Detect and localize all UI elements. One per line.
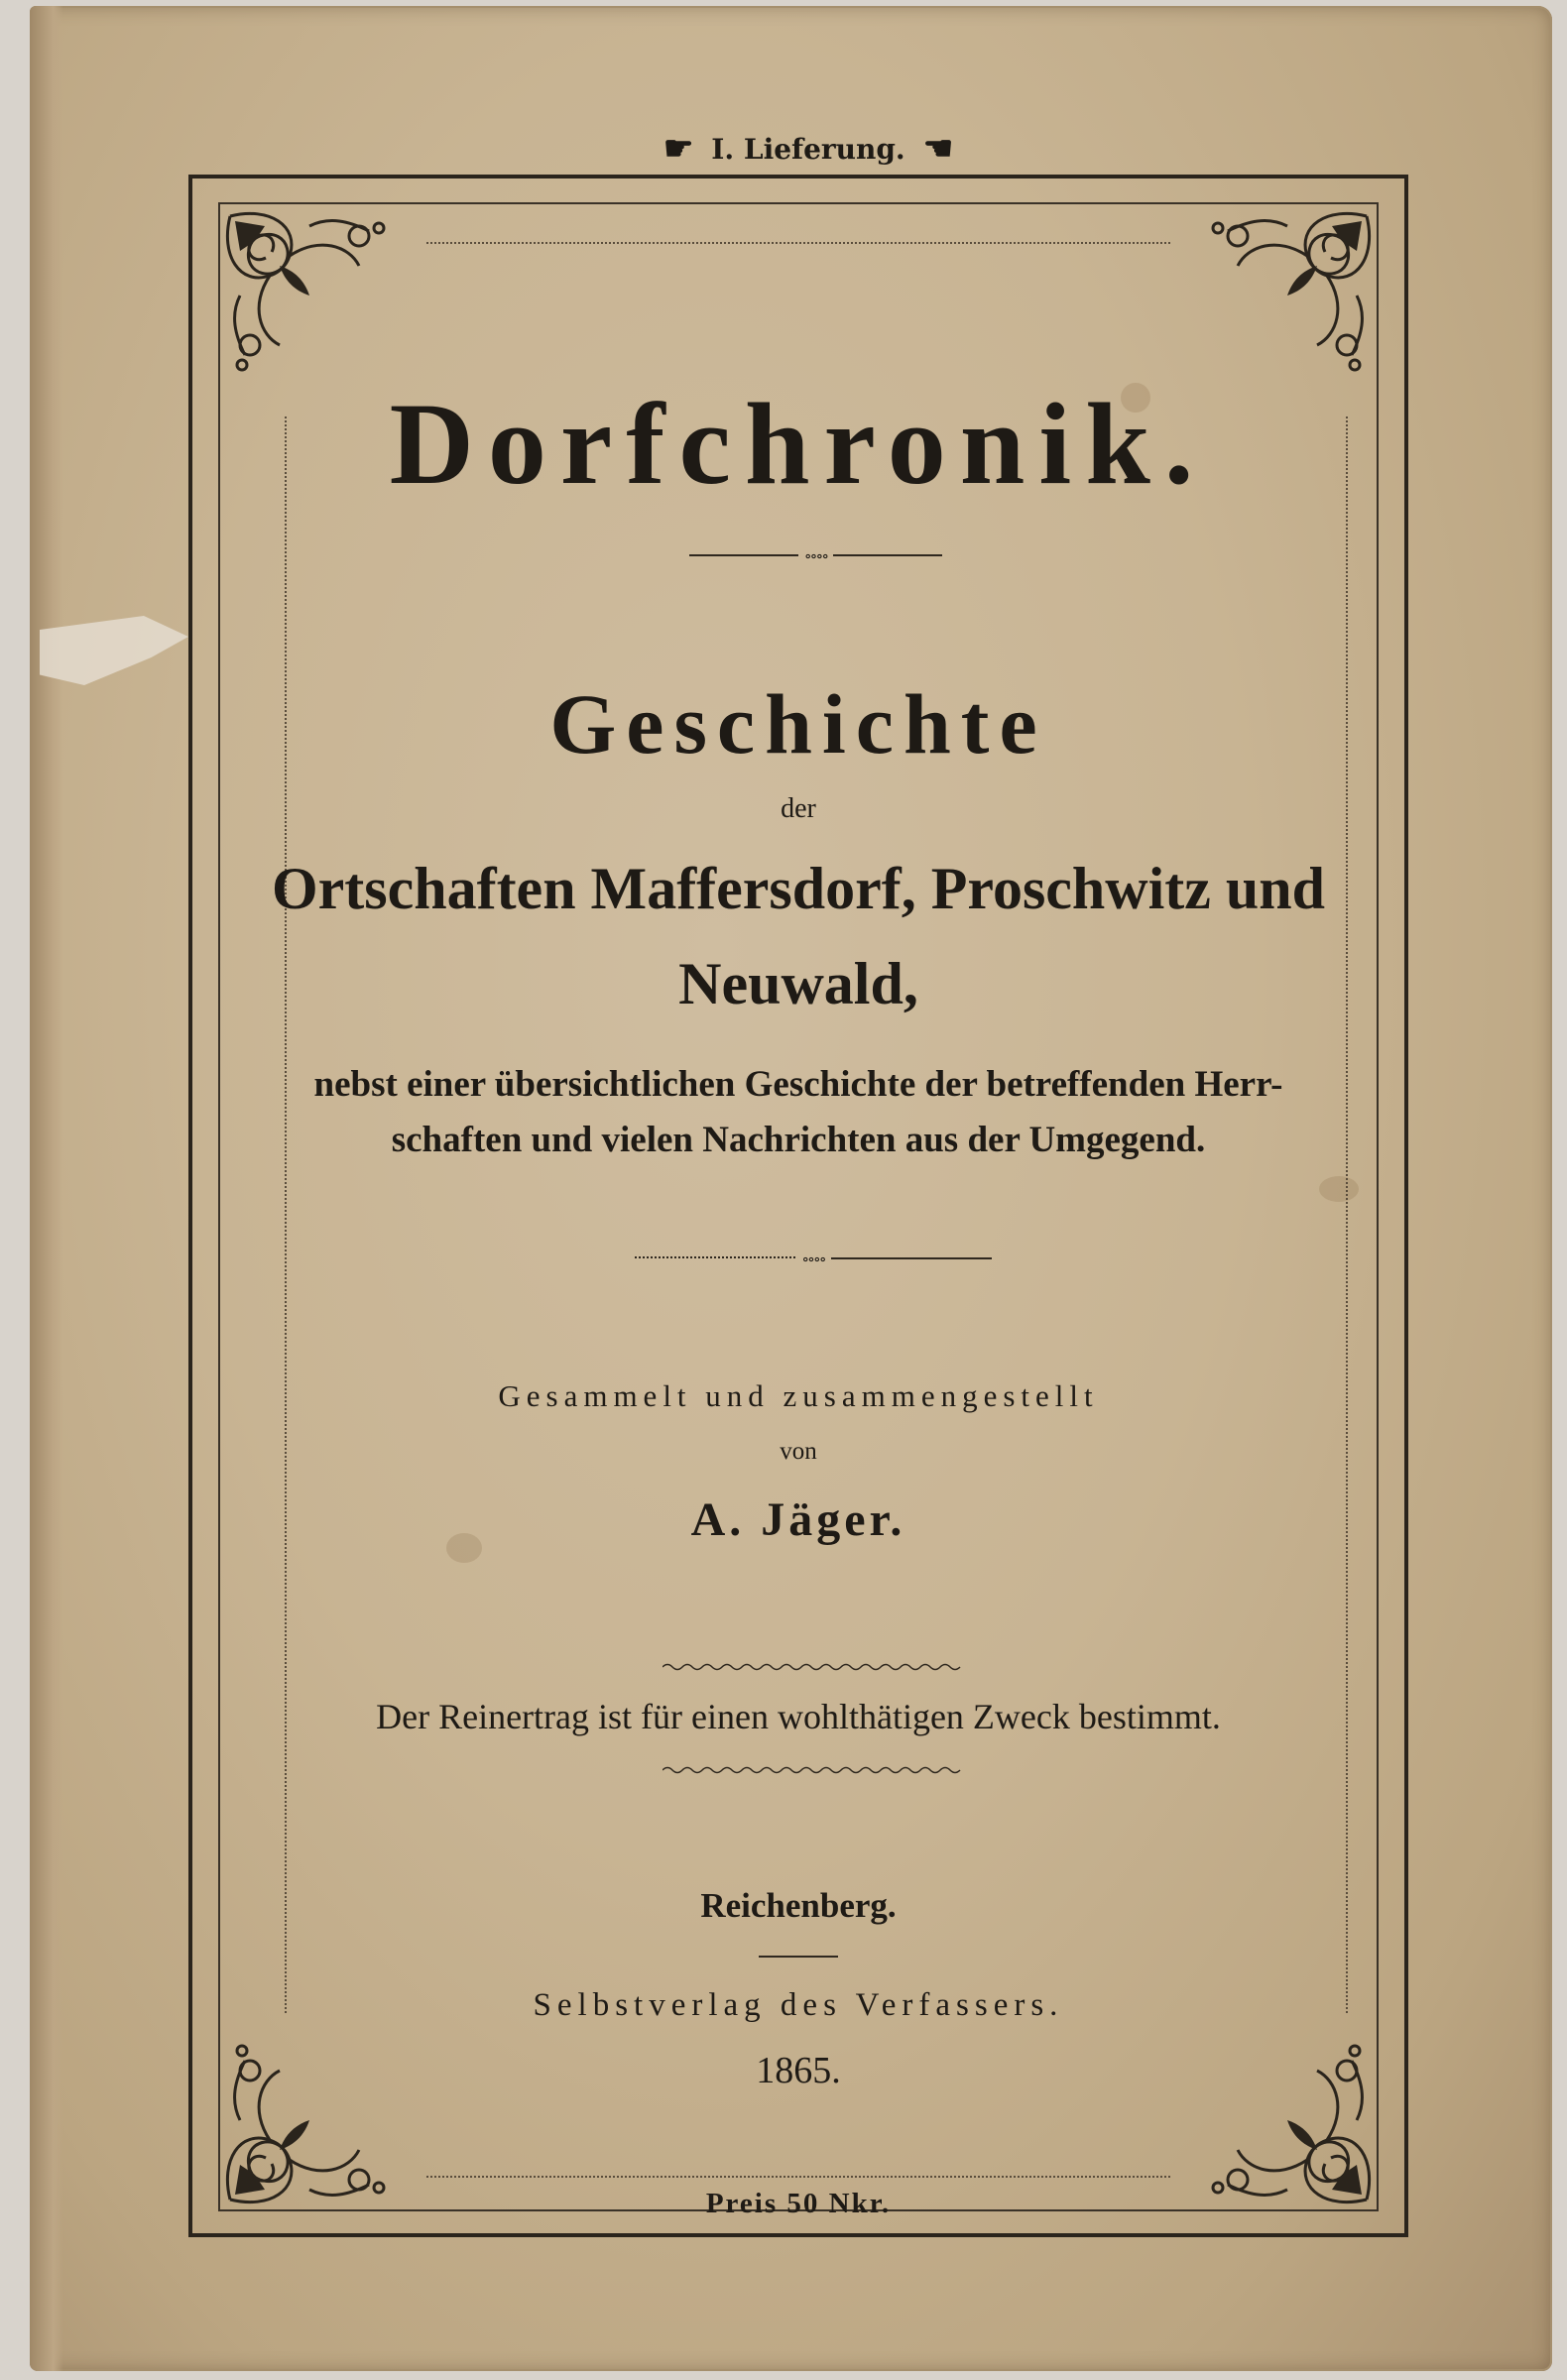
issue-label-row	[595, 129, 1022, 169]
wavy-rule	[663, 1662, 965, 1672]
places-line-2: Neuwald,	[678, 951, 918, 1016]
collected-by-text: Gesammelt und zusammengestellt	[498, 1378, 1099, 1413]
publisher: Selbstverlag des Verfassers.	[533, 1987, 1064, 2023]
city-name: Reichenberg.	[700, 1886, 897, 1925]
description-line-1: nebst einer übersichtlichen Geschichte der betreffenden Herr-	[313, 1064, 1283, 1105]
issue-label: I. Lieferung.	[711, 132, 905, 166]
proceeds-note: Der Reinertrag ist für einen wohlthätigen Zweck bestimmt.	[376, 1697, 1221, 1736]
subtitle: Geschichte	[549, 676, 1047, 772]
connector-word: der	[781, 793, 816, 824]
publication-year: 1865.	[756, 2050, 841, 2091]
page-title: Dorfchronik.	[389, 379, 1208, 509]
pointing-hand-left-icon: ☚	[922, 129, 954, 169]
pointing-hand-right-icon: ☛	[663, 129, 694, 169]
title-divider: ∘∘∘∘	[689, 548, 942, 562]
by-word: von	[780, 1438, 817, 1465]
top-dotted-rule	[426, 242, 1170, 244]
places-line-1: Ortschaften Maffersdorf, Proschwitz und	[271, 856, 1326, 921]
wavy-rule	[663, 1765, 965, 1775]
bottom-dotted-rule	[426, 2176, 1170, 2178]
author-name: A. Jäger.	[690, 1493, 906, 1546]
price-label: Preis 50 Nkr.	[705, 2188, 892, 2219]
city-rule	[759, 1956, 838, 1958]
spine-shadow	[30, 6, 63, 2371]
floral-ornament-icon	[1198, 196, 1386, 385]
description-line-2: schaften und vielen Nachrichten aus der Umgegend.	[391, 1120, 1206, 1160]
right-dotted-rule	[1346, 416, 1348, 2013]
middle-divider: ∘∘∘∘	[635, 1251, 992, 1265]
floral-ornament-icon	[210, 196, 399, 385]
left-dotted-rule	[285, 416, 287, 2013]
